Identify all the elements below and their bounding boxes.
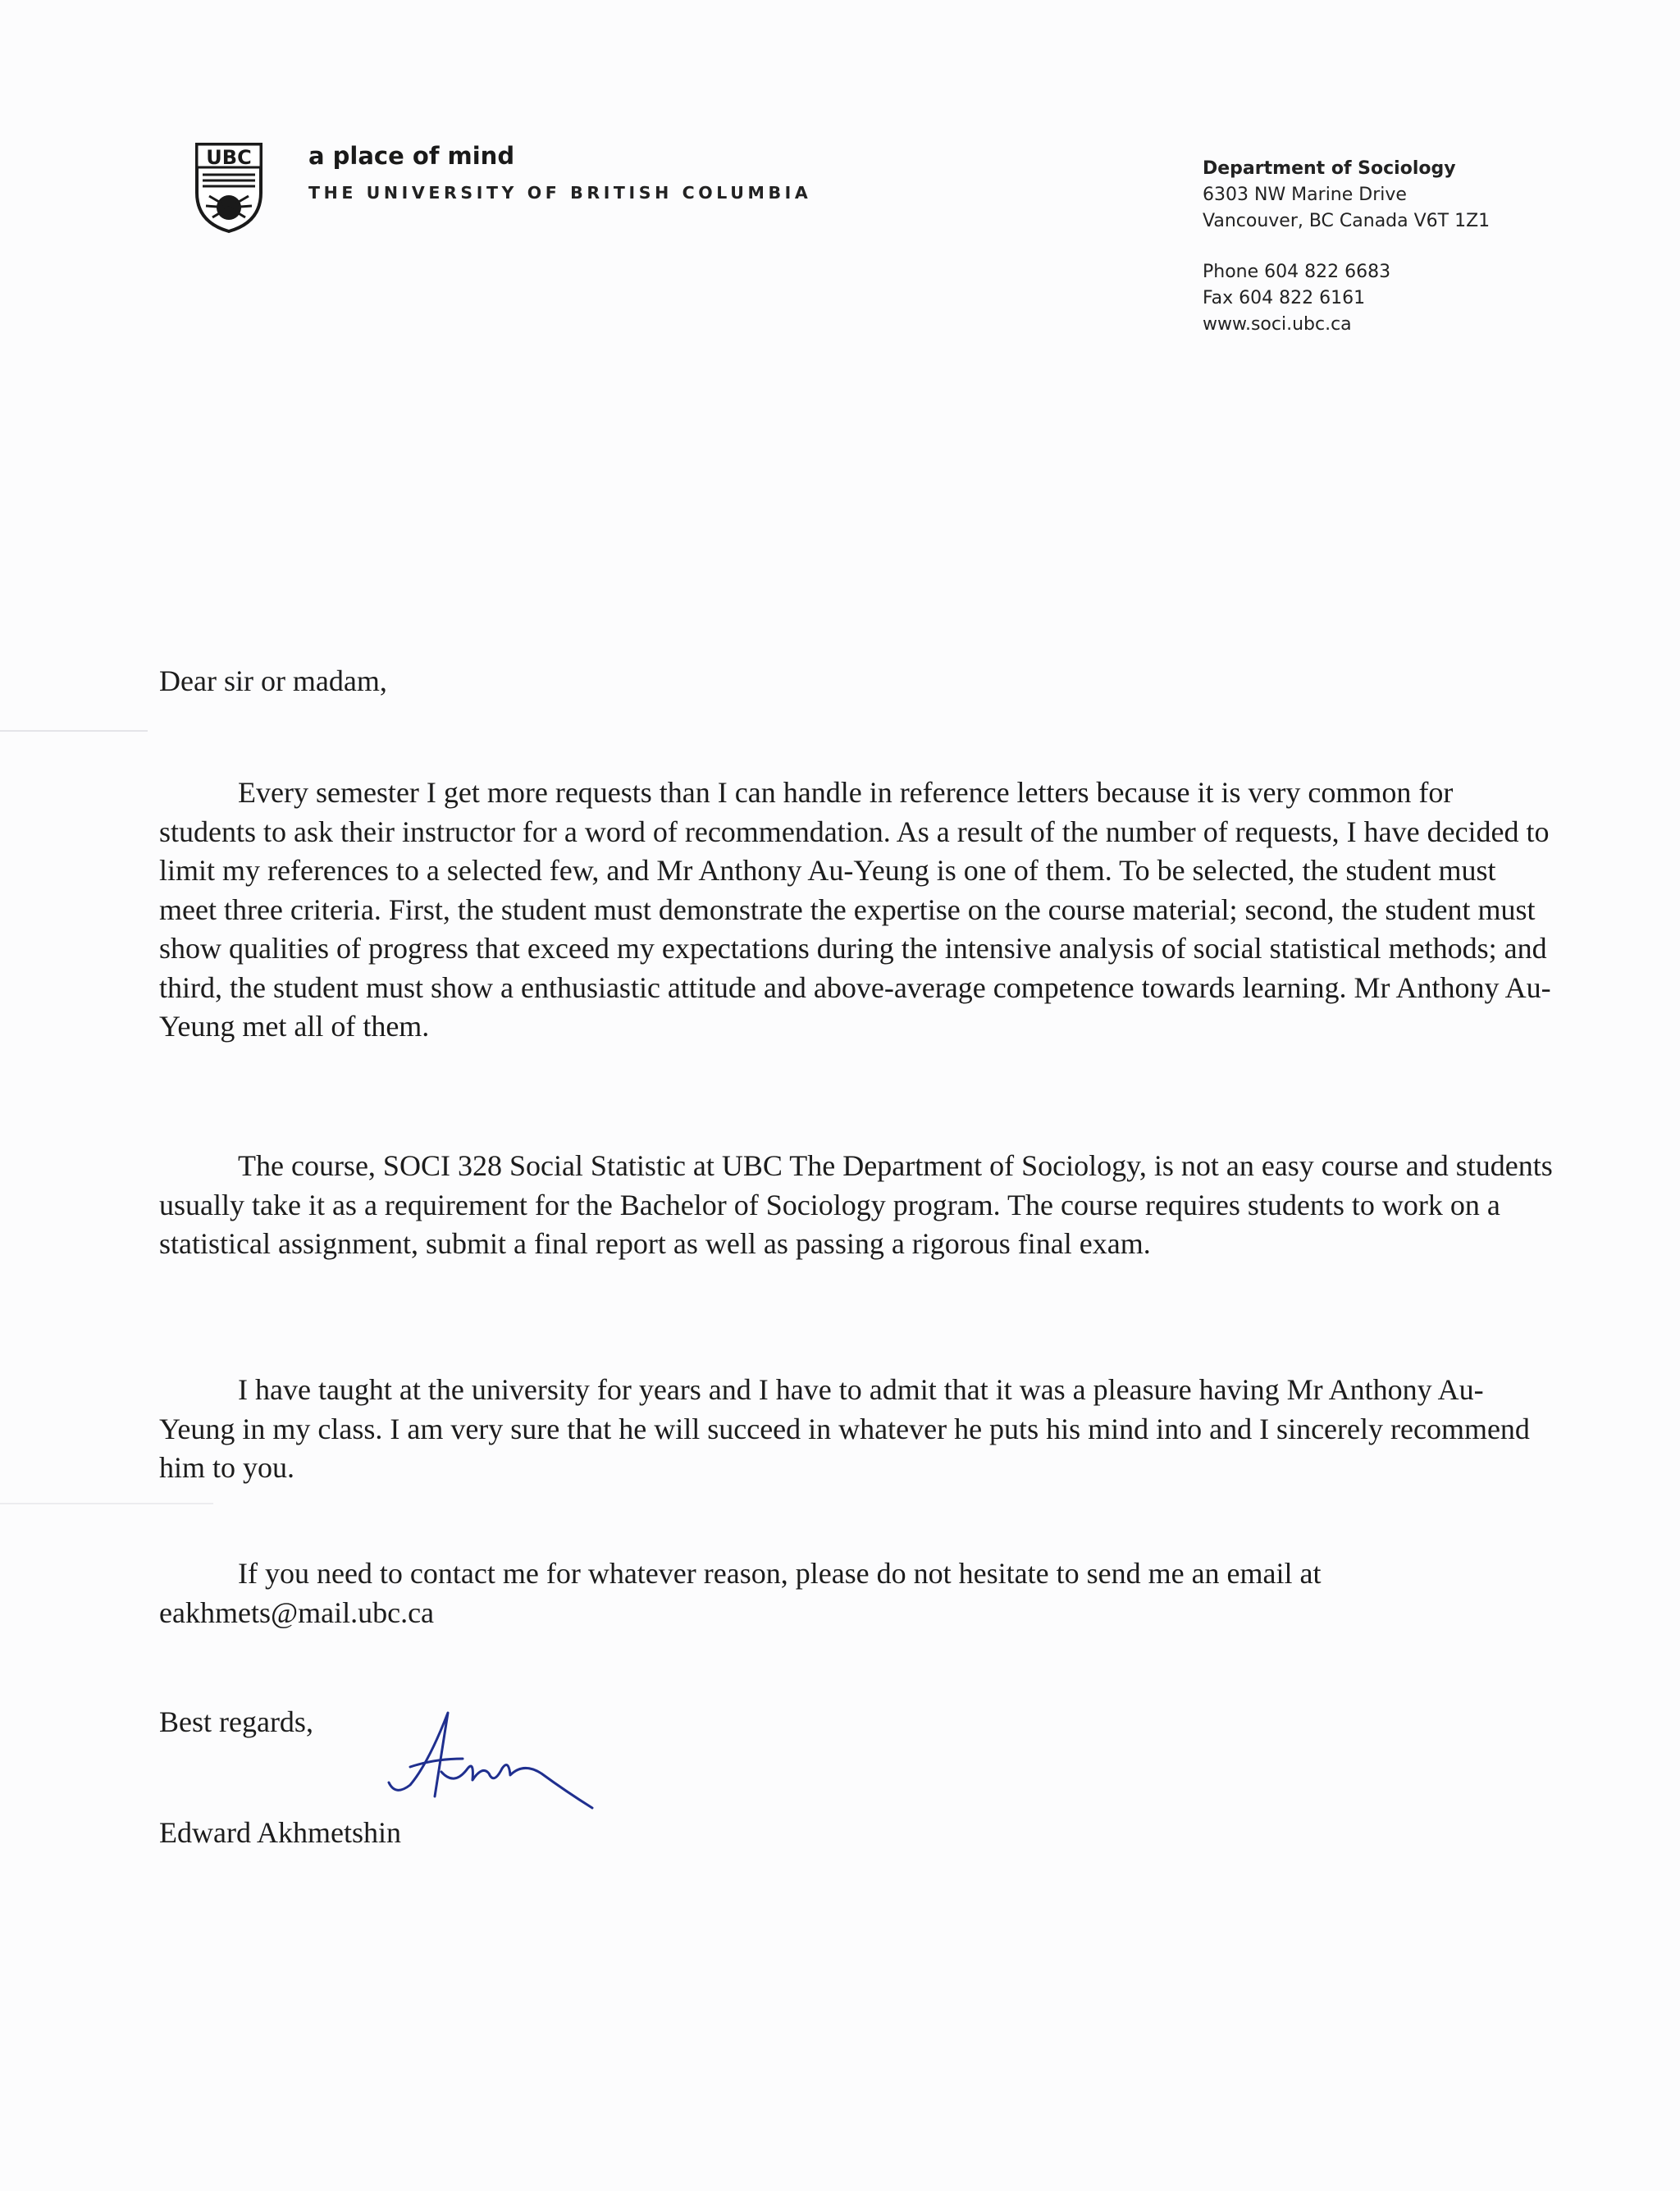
scan-artifact-line [0, 730, 148, 732]
department-contact-block [1203, 156, 1547, 338]
closing: Best regards, [159, 1705, 313, 1738]
university-name: THE UNIVERSITY OF BRITISH COLUMBIA [308, 183, 812, 203]
fax-number: Fax 604 822 6161 [1203, 288, 1366, 308]
svg-text:UBC: UBC [206, 146, 252, 169]
phone-number: Phone 604 822 6683 [1203, 262, 1391, 282]
body-paragraph-1: Every semester I get more requests than I can handle in reference letters because it is very common for students to ask their instructor for a word of recommendation. As a result of the number of requests, I have decided to limit my references to a selected few, and Mr Anthony Au-Yeung is one of them. To be selected, the student must meet three criteria. First, the student must demonstrate the expertise on the course material; second, the student must show qualities of progress that exceed my expectations during the intensive analysis of social statistical methods; and third, the student must show a enthusiastic attitude and above-average competence towards learning. Mr Anthony Au-Yeung met all of them. [159, 776, 1551, 1043]
body-paragraph-4: If you need to contact me for whatever reason, please do not hesitate to send me an email at eakhmets@mail.ubc.ca [159, 1557, 1322, 1629]
address-line-2: Vancouver, BC Canada V6T 1Z1 [1203, 211, 1491, 231]
ubc-crest-logo [194, 142, 263, 234]
department-name: Department of Sociology [1203, 158, 1456, 179]
ubc-tagline: a place of mind [308, 142, 515, 170]
handwritten-signature [377, 1705, 607, 1811]
contact-spacer [1203, 235, 1547, 259]
body-paragraph-2: The course, SOCI 328 Social Statistic at UBC The Department of Sociology, is not an easy course and students usually take it as a requirement for the Bachelor of Sociology program. The course requires students to work on a statistical assignment, submit a final report as well as passing a rigorous final exam. [159, 1149, 1553, 1260]
department-website: www.soci.ubc.ca [1203, 314, 1352, 335]
salutation: Dear sir or madam, [159, 664, 387, 697]
sender-name: Edward Akhmetshin [159, 1816, 401, 1849]
address-line-1: 6303 NW Marine Drive [1203, 185, 1407, 205]
body-paragraph-3: I have taught at the university for years and I have to admit that it was a pleasure having Mr Anthony Au-Yeung in my class. I am very sure that he will succeed in whatever he puts his mind into and I sincerely recommend him to you. [159, 1373, 1530, 1484]
scan-artifact-line [0, 1503, 213, 1504]
